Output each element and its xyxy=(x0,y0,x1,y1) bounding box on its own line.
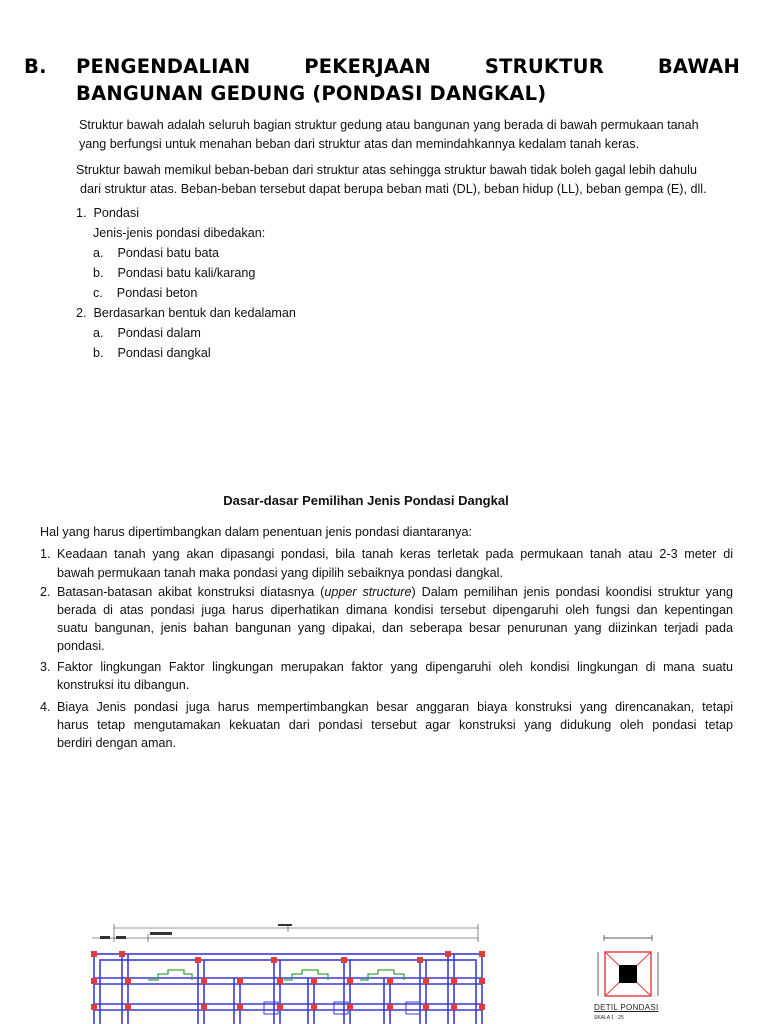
consideration-line: suatu bangunan, jenis bahan bangunan yang dipakai, dan seberapa besar penurunan yang diizinkan terjadi pada xyxy=(57,621,733,635)
consideration-number: 3. xyxy=(40,660,51,674)
title-word: BAWAH xyxy=(657,55,740,78)
consideration-line: harus tetap mengutamakan kekuatan dari pondasi tersebut agar konstruksi yang didukung oleh pondasi tetap xyxy=(57,718,733,732)
consideration-line-first xyxy=(57,583,733,601)
consideration-text: Batasan-batasan akibat konstruksi diatasnya ( xyxy=(57,585,325,599)
list-item-1b: b. Pondasi batu kali/karang xyxy=(93,266,256,280)
upper-structure-term: upper structure xyxy=(324,585,412,599)
consideration-3 xyxy=(40,658,733,694)
consideration-number: 1. xyxy=(40,547,51,561)
dimension-lines xyxy=(92,924,478,942)
list-item-2b: b. Pondasi dangkal xyxy=(93,346,211,360)
section-title-line2: BANGUNAN GEDUNG (PONDASI DANGKAL) xyxy=(76,82,547,105)
intro-p2-line2: dari struktur atas. Beban-beban tersebut dapat berupa beban mati (DL), beban hidup (LL), beban gempa (E), dll. xyxy=(80,182,707,196)
foundation-walls xyxy=(94,954,482,1024)
intro-p2-line1: Struktur bawah memikul beban-beban dari struktur atas sehingga struktur bawah tidak boleh gagal lebih dahulu xyxy=(76,163,697,177)
consideration-line: Biaya Jenis pondasi juga harus mempertimbangkan besar anggaran biaya konstruksi yang direncanakan, tetapi xyxy=(57,700,733,714)
list-item-2: 2. Berdasarkan bentuk dan kedalaman xyxy=(76,306,296,320)
detail-scale: SKALA 1 : 25 xyxy=(594,1015,624,1021)
consideration-line: bawah permukaan tanah maka pondasi yang dipilih sebaiknya pondasi dangkal. xyxy=(57,566,503,580)
section-letter: B. xyxy=(24,55,47,78)
intro-p1-line2: yang berfungsi untuk menahan beban dari struktur atas dan memindahkannya kedalam tanah keras. xyxy=(79,137,640,151)
section-title-line1 xyxy=(76,53,740,80)
consideration-line: berada di atas pondasi juga harus diperhatikan dimana kondisi tersebut dipengaruhi oleh fungsi dan kepentingan xyxy=(57,603,733,617)
consideration-line: Keadaan tanah yang akan dipasangi pondasi, bila tanah keras terletak pada permukaan tanah atau 2-3 meter di xyxy=(57,547,733,561)
subheading: Dasar-dasar Pemilihan Jenis Pondasi Dangkal xyxy=(223,493,509,508)
consideration-line: Faktor lingkungan Faktor lingkungan merupakan faktor yang dipengaruhi oleh kondisi lingkungan di mana suatu xyxy=(57,660,733,674)
consideration-1 xyxy=(40,545,733,583)
dimension-labels xyxy=(100,924,292,939)
consideration-line: pondasi. xyxy=(57,639,105,653)
list-item-1a: a. Pondasi batu bata xyxy=(93,246,220,260)
list-item-2a: a. Pondasi dalam xyxy=(93,326,201,340)
title-word: STRUKTUR xyxy=(484,55,604,78)
title-word: PENGENDALIAN xyxy=(76,55,251,78)
list-item-1c: c. Pondasi beton xyxy=(93,286,198,300)
consideration-4 xyxy=(40,698,733,752)
list-item-1-sub: Jenis-jenis pondasi dibedakan: xyxy=(93,226,266,240)
considerations-intro: Hal yang harus dipertimbangkan dalam penentuan jenis pondasi diantaranya: xyxy=(40,525,472,539)
list-item-1: 1. Pondasi xyxy=(76,206,140,220)
title-word: PEKERJAAN xyxy=(304,55,431,78)
consideration-2 xyxy=(40,583,733,655)
foundation-detail-drawing xyxy=(596,934,660,1000)
consideration-text: ) Dalam pemilihan jenis pondasi koondisi struktur yang xyxy=(411,585,733,599)
detail-title: DETIL PONDASI xyxy=(594,1003,659,1012)
consideration-line: berdiri dengan aman. xyxy=(57,736,177,750)
intro-p1-line1: Struktur bawah adalah seluruh bagian struktur gedung atau bangunan yang berada di bawah permukaan tanah xyxy=(79,118,699,132)
consideration-number: 4. xyxy=(40,700,51,714)
consideration-number: 2. xyxy=(40,585,51,599)
foundation-plan-drawing xyxy=(88,920,492,1024)
consideration-line: konstruksi itu dibangun. xyxy=(57,678,190,692)
